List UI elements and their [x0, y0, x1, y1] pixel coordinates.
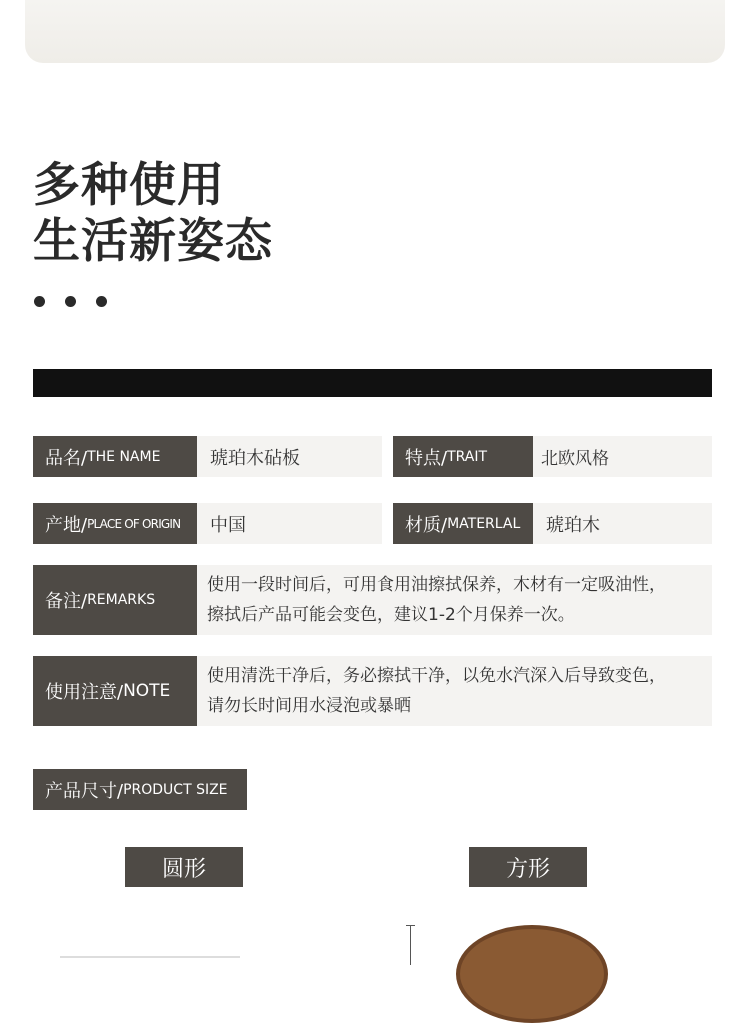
- product-photo-top: [25, 0, 725, 63]
- product-size-label-en: PRODUCT SIZE: [123, 781, 228, 798]
- spec-label-material-en: MATERLAL: [447, 515, 521, 532]
- headline-line-2: 生活新姿态: [33, 214, 273, 269]
- spec-label-name: [33, 436, 197, 477]
- spec-label-note-cn: 使用注意/: [45, 682, 124, 703]
- dot-icon: [34, 296, 45, 307]
- wooden-board-image: [456, 925, 608, 1023]
- spec-value-remarks: [197, 565, 712, 635]
- spec-label-note: [33, 656, 197, 726]
- spec-label-name-cn: 品名/: [45, 447, 88, 469]
- shape-label-round: 圆形: [125, 847, 243, 887]
- spec-label-trait: [393, 436, 533, 477]
- spec-label-name-en: THE NAME: [87, 448, 161, 465]
- dot-icon: [65, 296, 76, 307]
- spec-label-trait-cn: 特点/: [405, 447, 448, 469]
- spec-label-remarks-cn: 备注/: [45, 591, 88, 612]
- spec-value-origin: 中国: [197, 503, 382, 544]
- headline-line-1: 多种使用: [33, 158, 225, 213]
- dot-icon: [96, 296, 107, 307]
- spec-label-material-cn: 材质/: [405, 514, 448, 536]
- spec-label-remarks: [33, 565, 197, 635]
- spec-value-remarks-line-1: 使用一段时间后，可用食用油擦拭保养，木材有一定吸油性，: [207, 575, 666, 595]
- spec-value-note-line-2: 请勿长时间用水浸泡或暴晒: [207, 696, 411, 716]
- dimension-line: [410, 925, 411, 965]
- headline: [33, 158, 273, 270]
- spec-value-remarks-line-2: 擦拭后产品可能会变色，建议1-2个月保养一次。: [207, 605, 575, 625]
- spec-label-trait-en: TRAIT: [447, 448, 488, 465]
- spec-value-note: [197, 656, 712, 726]
- spec-label-note-en: NOTE: [123, 681, 171, 701]
- spec-label-remarks-en: REMARKS: [87, 592, 156, 608]
- spec-label-origin-cn: 产地/: [45, 514, 88, 536]
- decorative-dots: [34, 296, 107, 307]
- product-size-label: [33, 769, 247, 810]
- spec-label-origin-en: PLACE OF ORIGIN: [87, 516, 181, 531]
- spec-value-note-line-1: 使用清洗干净后，务必擦拭干净，以免水汽深入后导致变色，: [207, 666, 666, 686]
- product-size-label-cn: 产品尺寸/: [45, 780, 124, 802]
- spec-value-material: 琥珀木: [533, 503, 712, 544]
- section-divider-bar: [33, 369, 712, 397]
- spec-value-name: 琥珀木砧板: [197, 436, 382, 477]
- spec-value-trait: 北欧风格: [533, 436, 712, 477]
- shape-label-square: 方形: [469, 847, 587, 887]
- round-board-dimension-line: [60, 956, 240, 958]
- spec-label-material: [393, 503, 533, 544]
- spec-label-origin: [33, 503, 197, 544]
